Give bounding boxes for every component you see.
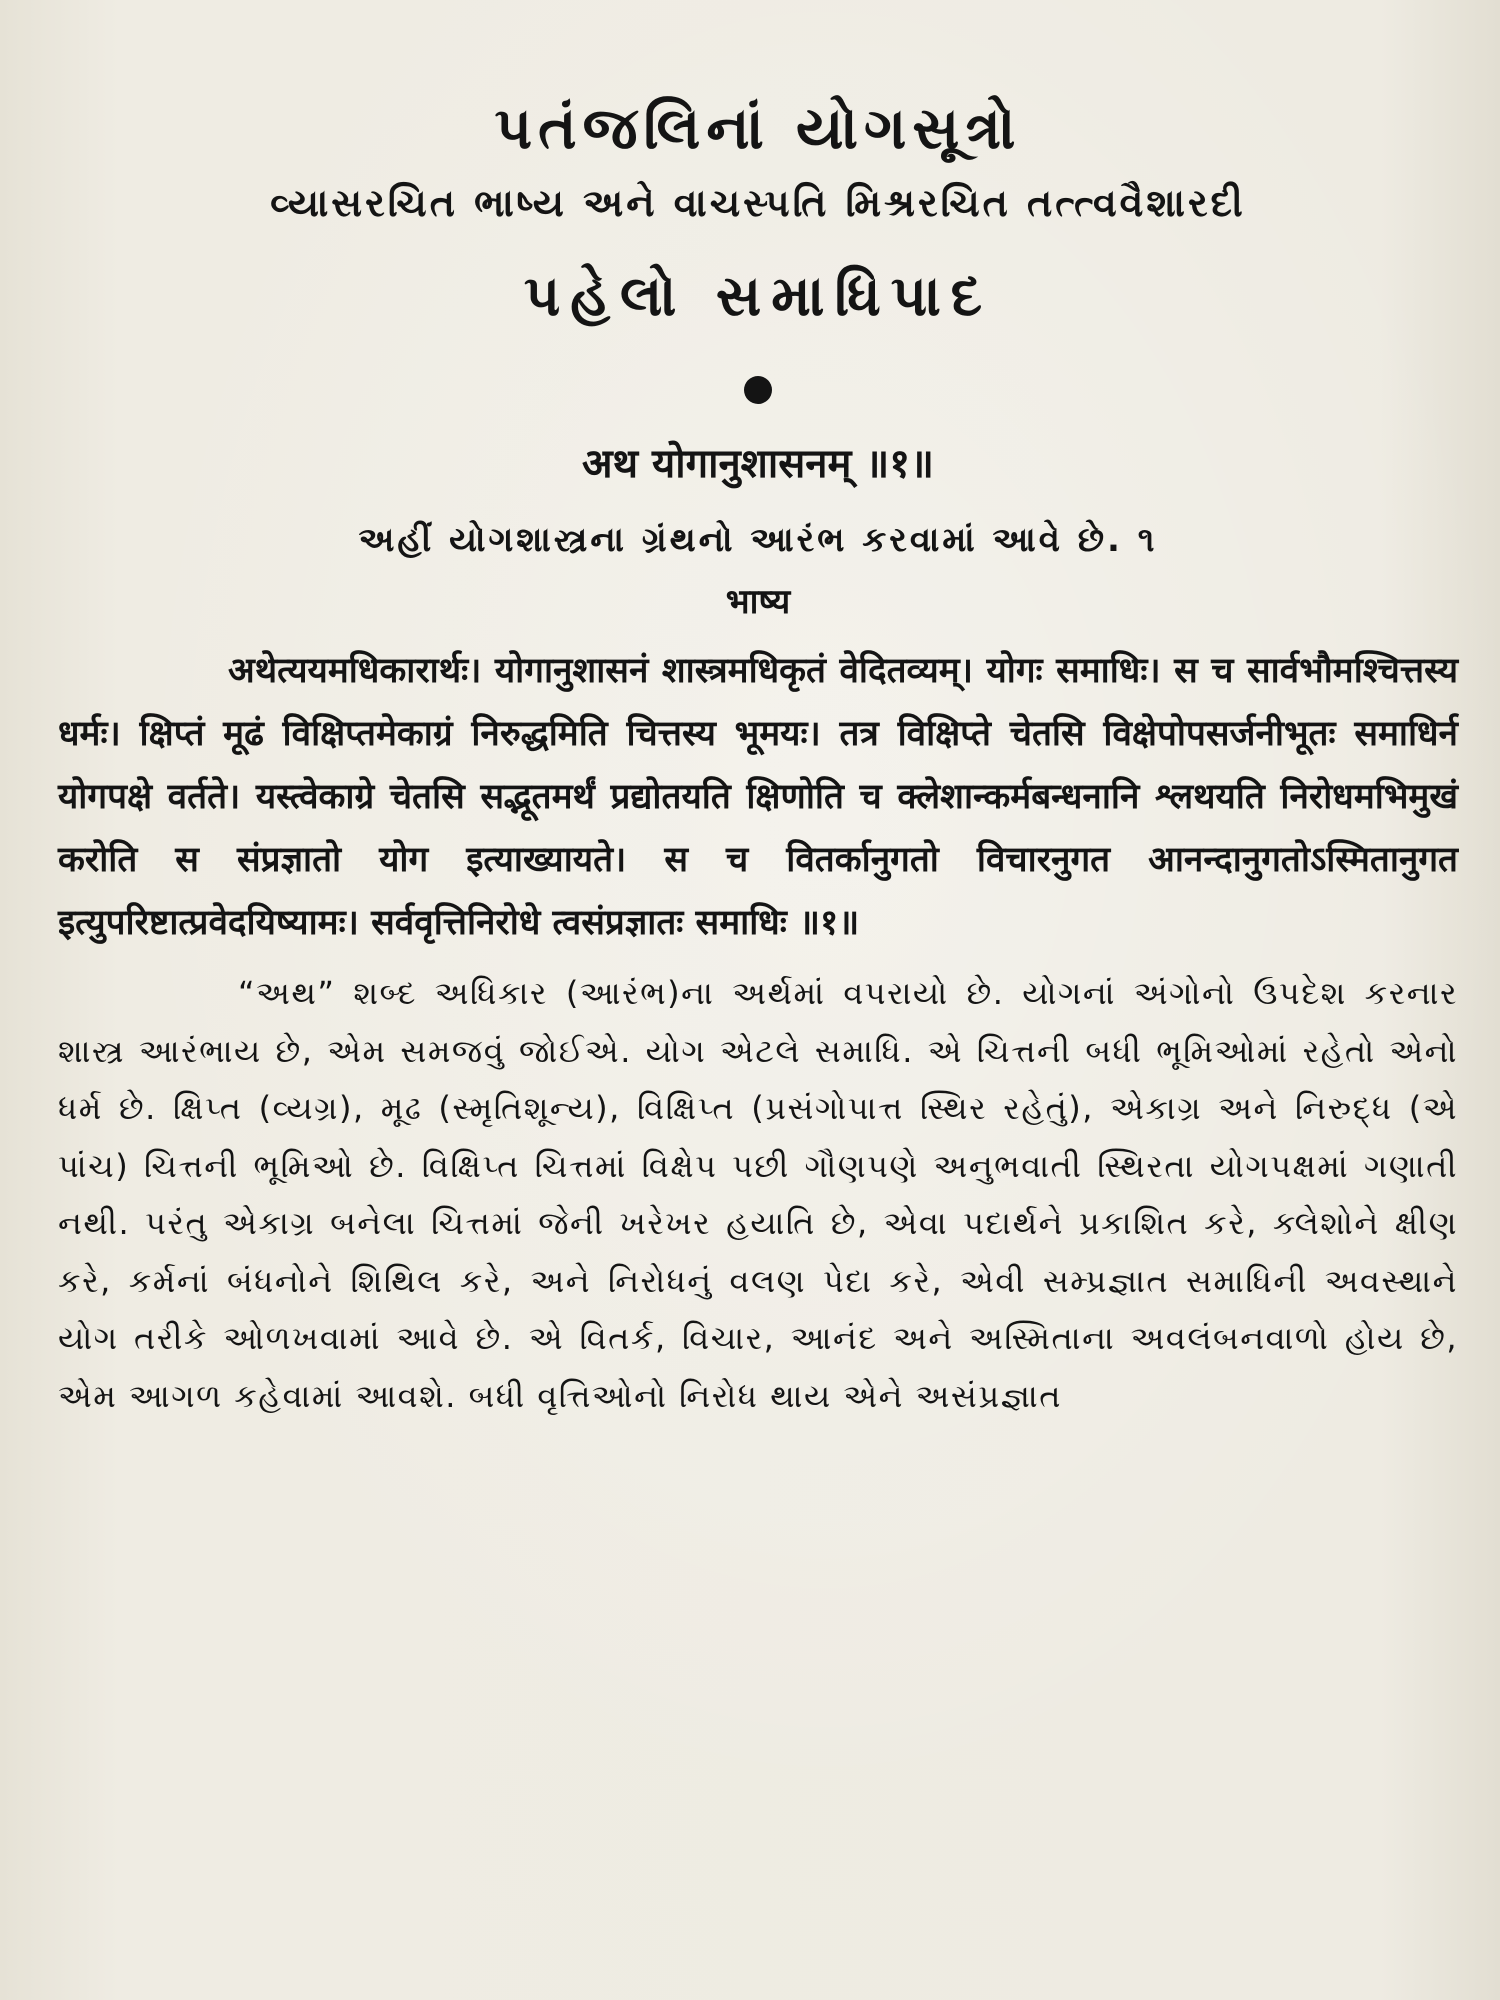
bhashya-heading: भाष्य — [725, 582, 791, 622]
commentary-body: “અથ” શબ્દ અધિકાર (આરંભ)ના અર્થમાં વપરાયો છે. યોગનાં અંગોનો ઉપદેશ કરનાર શાસ્ત્ર આરંભાય છે, એમ સમજવું જોઈએ. યોગ એટલે સમાધિ. એ ચિત્તની બધી ભૂમિઓમાં રહેતો એનો ધર્મ છે. ક્ષિપ્ત (વ્યગ્ર), મૂઢ (સ્મૃતિશૂન્ય), વિક્ષિપ્ત (પ્રસંગોપાત્ત સ્થિર રહેતું), એકાગ્ર અને નિરુદ્ધ (એ પાંચ) ચિત્તની ભૂમિઓ છે. વિક્ષિપ્ત ચિત્તમાં વિક્ષેપ પછી ગૌણપણે અનુભવાતી સ્થિરતા યોગપક્ષમાં ગણાતી નથી. પરંતુ એકાગ્ર બનેલા ચિત્તમાં જેની ખરેખર હયાતિ છે, એવા પદાર્થને પ્રકાશિત કરે, ક્લેશોને ક્ષીણ કરે, કર્મનાં બંધનોને શિથિલ કરે, અને નિરોધનું વલણ પેદા કરે, એવી સમ્પ્રજ્ઞાત સમાધિની અવસ્થાને યોગ તરીકે ઓળખવામાં આવે છે. એ વિતર્ક, વિચાર, આનંદ અને અસ્મિતાના અવલંબનવાળો હોય છે, એમ આગળ કહેવામાં આવશે. બધી વૃત્તિઓનો નિરોધ થાય એને અસંપ્રજ્ઞાત — [58, 974, 1458, 1415]
bhashya-paragraph — [58, 640, 1458, 955]
sutra-text: अथ योगानुशासनम् ॥१॥ — [581, 441, 935, 487]
chapter-heading: પહેલો સમાધિપાદ — [523, 264, 993, 329]
book-title: પતંજલિનાં યોગસૂત્રો — [494, 94, 1022, 162]
sutra-translation: અહીં યોગશાસ્ત્રના ગ્રંથનો આરંભ કરવામાં આવે છે. ૧ — [358, 520, 1158, 560]
bhashya-body: अथेत्ययमधिकारार्थः। योगानुशासनं शास्त्रमधिकृतं वेदितव्यम्। योगः समाधिः। स च सार्वभौमश्चित्तस्य धर्मः। क्षिप्तं मूढं विक्षिप्तमेकाग्रं निरुद्धमिति चित्तस्य भूमयः। तत्र विक्षिप्ते चेतसि विक्षेपोपसर्जनीभूतः समाधिर्न योगपक्षे वर्तते। यस्त्वेकाग्रे चेतसि सद्भूतमर्थं प्रद्योतयति क्षिणोति च क्लेशान्कर्मबन्धनानि श्लथयति निरोधमभिमुखं करोति स संप्रज्ञातो योग इत्याख्यायते। स च वितर्कानुगतो विचारनुगत आनन्दानुगतोऽस्मितानुगत इत्युपरिष्टात्प्रवेदयिष्यामः। सर्ववृत्तिनिरोधे त्वसंप्रज्ञातः समाधिः ॥१॥ — [58, 651, 1458, 943]
bullet-ornament — [744, 376, 772, 404]
book-subtitle: વ્યાસરચિત ભાષ્ય અને વાચસ્પતિ મિશ્રરચિત તત્ત્વવૈશારદી — [270, 181, 1246, 225]
commentary-paragraph — [58, 965, 1458, 1425]
